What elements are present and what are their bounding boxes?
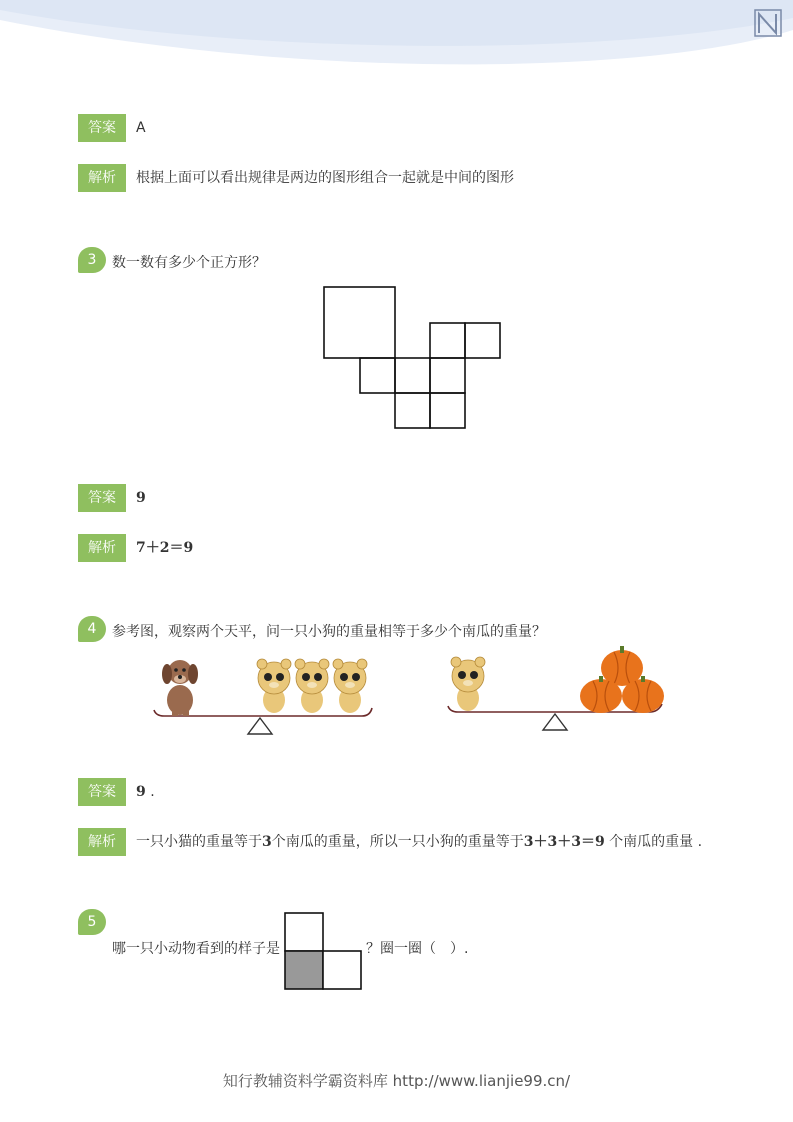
analysis-formula: 3＋3＋3＝9 [523, 834, 605, 850]
analysis-tag: 解析 [78, 164, 126, 192]
question-text-end: ？圈一圈（ ）. [366, 941, 469, 957]
question-text: 数一数有多少个正方形？ [112, 255, 266, 271]
view-shape-figure [283, 911, 363, 991]
analysis-text: 7＋2＝9 [136, 540, 194, 556]
analysis-text: 根据上面可以看出规律是两边的图形组合一起就是中间的图形 [136, 170, 514, 186]
analysis-text: 一只小猫的重量等于 [136, 834, 262, 850]
answer-text: A [136, 120, 146, 136]
analysis-tag: 解析 [78, 534, 126, 562]
balance-scale-right [444, 644, 669, 734]
question-text: 哪一只小动物看到的样子是 [112, 941, 280, 957]
question-number: 3 [78, 247, 106, 273]
squares-figure [320, 284, 506, 434]
answer-suffix: . [145, 784, 155, 800]
cat-icon [451, 657, 485, 711]
dog-icon [162, 660, 198, 716]
footer-text: 知行教辅资料学霸资料库 http://www.lianjie99.cn/ [222, 1072, 571, 1090]
analysis-text: 个南瓜的重量 . [604, 834, 703, 850]
cat-icon [333, 659, 367, 713]
question-text: 参考图，观察两个天平，问一只小狗的重量相等于多少个南瓜的重量？ [112, 624, 546, 640]
answer-tag: 答案 [78, 484, 126, 512]
analysis-line [136, 828, 702, 856]
analysis-text: 个南瓜的重量，所以一只小狗的重量等于 [271, 834, 524, 850]
cat-icon [295, 659, 329, 713]
question-number: 5 [78, 909, 106, 935]
cat-icon [257, 659, 291, 713]
answer-tag: 答案 [78, 114, 126, 142]
answer-line [136, 778, 155, 806]
answer-text: 9 [136, 784, 146, 800]
analysis-tag: 解析 [78, 828, 126, 856]
analysis-number: 3 [262, 834, 272, 850]
logo-icon [754, 9, 782, 37]
header-wave [0, 0, 793, 80]
question-number: 4 [78, 616, 106, 642]
balance-scale-left [150, 648, 380, 738]
answer-text: 9 [136, 490, 146, 506]
answer-tag: 答案 [78, 778, 126, 806]
